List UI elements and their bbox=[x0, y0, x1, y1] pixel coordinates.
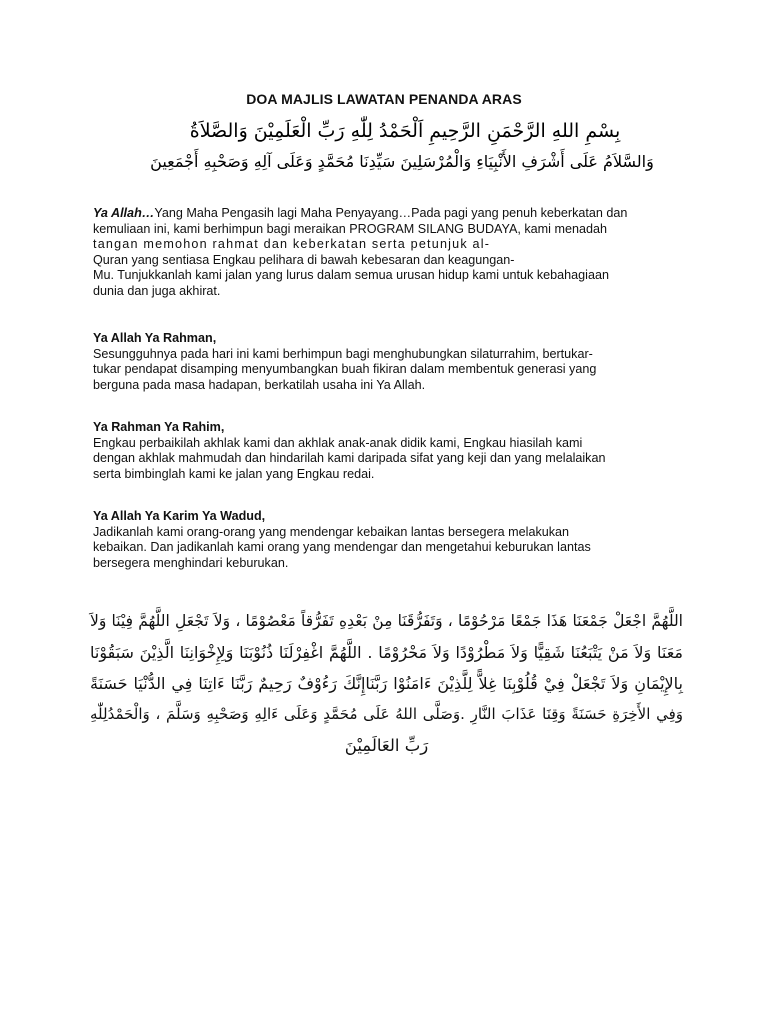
section-line: bersegera menghindari keburukan. bbox=[93, 555, 289, 570]
section-line: kebaikan. Dan jadikanlah kami orang yang mendengar dan mengetahui keburukan lantas bbox=[93, 540, 591, 554]
section-ya-allah-ya-karim-ya-wadud bbox=[93, 509, 683, 571]
opening-arabic-line-1: بِسْمِ اللهِ الرَّحْمَنِ الرَّحِيمِ اَلْحَمْدُ لِلّٰهِ رَبِّ الْعَلَمِيْنَ وَالصَّلاَةُ bbox=[189, 120, 621, 142]
closing-arabic-line: بِالإِيْمَانِ وَلاَ تَجْعَلْ فِيْ قُلُوْبِنَا غِلاًّ لِلَّذِيْنَ ءَامَنُوْا رَبَّنَاإِنَّكَ رَءُوْفٌ رَحِيمٌ رَبَّنَا ءَاتِنَا فِي الدُّنْيَا حَسَنَةً bbox=[90, 674, 683, 693]
section-line: berguna pada masa hadapan, berkatilah usaha ini Ya Allah. bbox=[93, 377, 426, 392]
section-line: Sesungguhnya pada hari ini kami berhimpun bagi menghubungkan silaturrahim, bertukar- bbox=[93, 346, 593, 361]
closing-arabic-line: رَبِّ العَالَمِيْنَ bbox=[344, 736, 429, 755]
intro-line bbox=[93, 206, 683, 222]
closing-arabic-line: اللَّهُمَّ اجْعَلْ جَمْعَنَا هَذَا جَمْعًا مَرْحُوْمًا ، وَتَفَرُّقَنَا مِنْ بَعْدِهِ تَفَرُّقاً مَعْصُوْمًا ، وَلاَ تَجْعَلِ اللَّهُمَّ فِيْنَا وَلاَ bbox=[90, 612, 683, 630]
intro-line: Quran yang sentiasa Engkau pelihara di bawah kebesaran dan keagungan- bbox=[93, 252, 515, 267]
section-heading: Ya Rahman Ya Rahim, bbox=[93, 420, 225, 434]
intro-paragraph bbox=[93, 206, 683, 299]
opening-arabic-line-2: وَالسَّلاَمُ عَلَى أَشْرَفِ الأَنْبِيَاءِ وَالْمُرْسَلِينَ سَيِّدِنَا مُحَمَّدٍ وَعَلَى آلِهِ وَصَحْبِهِ أَجْمَعِينَ bbox=[150, 152, 654, 171]
intro-line-1-text: Yang Maha Pengasih lagi Maha Penyayang…Pada pagi yang penuh keberkatan dan bbox=[154, 206, 628, 220]
document-title: DOA MAJLIS LAWATAN PENANDA ARAS bbox=[246, 91, 522, 107]
closing-arabic-prayer bbox=[90, 612, 683, 767]
intro-line: dunia dan juga akhirat. bbox=[93, 283, 221, 298]
section-ya-rahman-ya-rahim bbox=[93, 420, 683, 482]
section-line: dengan akhlak mahmudah dan hindarilah kami daripada sifat yang keji dan yang melalaikan bbox=[93, 451, 606, 465]
section-line: tukar pendapat disamping menyumbangkan buah fikiran dalam membentuk generasi yang bbox=[93, 362, 597, 376]
section-ya-allah-ya-rahman bbox=[93, 331, 683, 393]
closing-arabic-line: مَعَنَا وَلاَ مَنْ يَتْبَعُنَا شَقِيًّا وَلاَ مَطْرُوْدًا وَلاَ مَحْرُوْمًا . اللَّهُمَّ اغْفِرْلَنَا ذُنُوْبَنَا وَلِإِخْوَانِنَا الَّذِيْنَ سَبَقُوْنَا bbox=[90, 643, 683, 662]
section-heading: Ya Allah Ya Karim Ya Wadud, bbox=[93, 509, 266, 523]
intro-line: tangan memohon rahmat dan keberkatan serta petunjuk al- bbox=[93, 237, 491, 251]
section-line: Jadikanlah kami orang-orang yang mendengar kebaikan lantas bersegera melakukan bbox=[93, 524, 570, 539]
intro-ya-allah: Ya Allah… bbox=[93, 206, 155, 220]
intro-line: kemuliaan ini, kami berhimpun bagi meraikan PROGRAM SILANG BUDAYA, kami menadah bbox=[93, 221, 607, 236]
intro-line: Mu. Tunjukkanlah kami jalan yang lurus dalam semua urusan hidup kami untuk kebahagiaan bbox=[93, 268, 609, 282]
section-heading: Ya Allah Ya Rahman, bbox=[93, 331, 217, 345]
section-line: Engkau perbaikilah akhlak kami dan akhlak anak-anak didik kami, Engkau hiasilah kami bbox=[93, 435, 583, 450]
closing-arabic-line: وَفِي الأَخِرَةِ حَسَنَةً وَقِنَا عَذَابَ النَّارِ .وَصَلَّى اللهُ عَلَى مُحَمَّدٍ وَعَلَى ءَالِهِ وَصَحْبِهِ وَسَلَّمَ ، وَالْحَمْدُلِلّٰهِ bbox=[90, 705, 683, 723]
section-line: serta bimbinglah kami ke jalan yang Engkau redai. bbox=[93, 466, 375, 481]
